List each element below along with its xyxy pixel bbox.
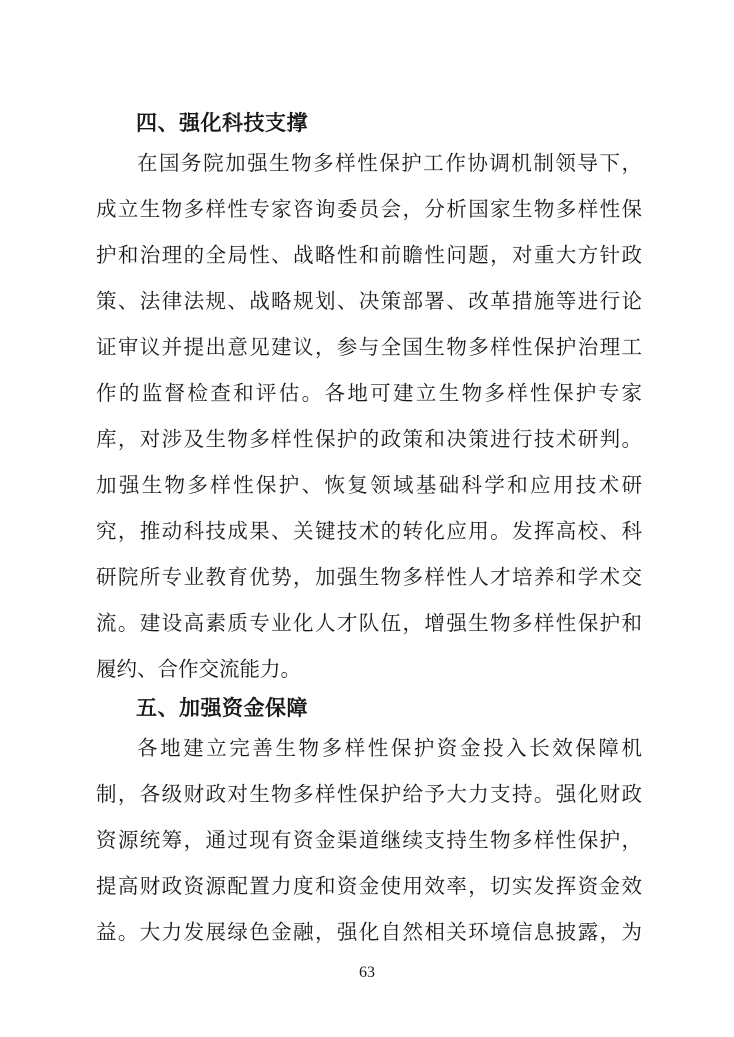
paragraph-line: 作的监督检查和评估。各地可建立生物多样性保护专家 xyxy=(96,381,642,405)
paragraph-line: 库，对涉及生物多样性保护的政策和决策进行技术研判。 xyxy=(96,427,642,451)
paragraph-line: 加强生物多样性保护、恢复领域基础科学和应用技术研 xyxy=(96,473,642,497)
paragraph-line: 究，推动科技成果、关键技术的转化应用。发挥高校、科 xyxy=(96,519,642,543)
paragraph-line: 流。建设高素质专业化人才队伍，增强生物多样性保护和 xyxy=(96,611,642,635)
section-heading-4: 四、强化科技支撑 xyxy=(136,111,308,135)
section-heading-5: 五、加强资金保障 xyxy=(136,696,308,720)
paragraph-line: 在国务院加强生物多样性保护工作协调机制领导下， xyxy=(137,151,642,175)
paragraph-line: 策、法律法规、战略规划、决策部署、改革措施等进行论 xyxy=(96,289,642,313)
paragraph-line: 制，各级财政对生物多样性保护给予大力支持。强化财政 xyxy=(96,782,642,806)
paragraph-line: 证审议并提出意见建议，参与全国生物多样性保护治理工 xyxy=(96,335,642,359)
paragraph-line: 研院所专业教育优势，加强生物多样性人才培养和学术交 xyxy=(96,565,642,589)
paragraph-line: 益。大力发展绿色金融，强化自然相关环境信息披露，为 xyxy=(96,920,642,944)
paragraph-line: 履约、合作交流能力。 xyxy=(96,657,301,681)
page-number: 63 xyxy=(359,964,375,981)
paragraph-line: 各地建立完善生物多样性保护资金投入长效保障机 xyxy=(137,736,642,760)
paragraph-line: 提高财政资源配置力度和资金使用效率，切实发挥资金效 xyxy=(96,874,642,898)
paragraph-line: 成立生物多样性专家咨询委员会，分析国家生物多样性保 xyxy=(96,197,642,221)
paragraph-line: 护和治理的全局性、战略性和前瞻性问题，对重大方针政 xyxy=(96,243,642,267)
paragraph-line: 资源统筹，通过现有资金渠道继续支持生物多样性保护， xyxy=(96,828,642,852)
